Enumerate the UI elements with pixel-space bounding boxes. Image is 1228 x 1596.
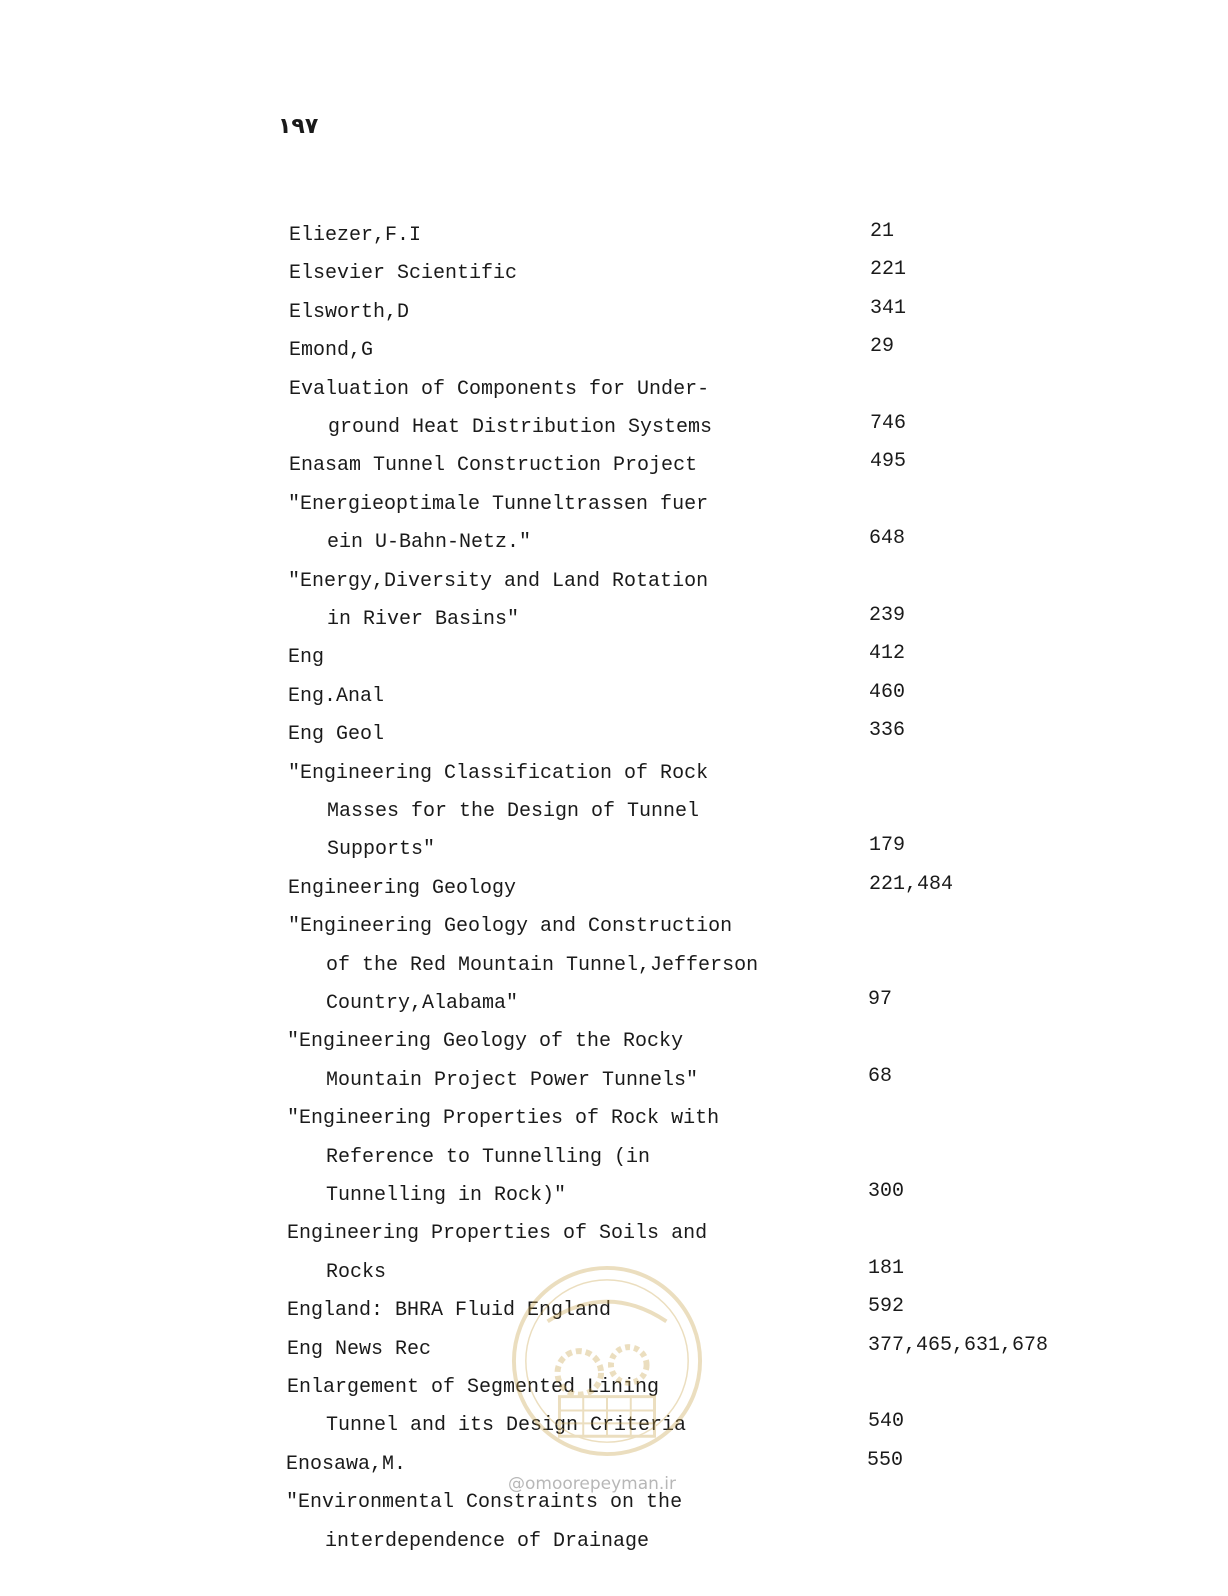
index-term: Evaluation of Components for Under- [289,377,710,401]
index-term: "Engineering Properties of Rock with [287,1107,720,1131]
watermark-logo [508,1262,706,1460]
page-reference: 341 [870,296,907,320]
index-term-continuation: Mountain Project Power Tunnels" [326,1068,699,1092]
page-reference: 239 [869,604,906,627]
page-reference: 300 [868,1180,905,1203]
index-term-continuation: of the Red Mountain Tunnel,Jefferson [326,953,759,977]
index-term: Eng [288,646,325,670]
page-reference: 68 [868,1064,893,1088]
index-term: Eliezer,F.I [289,224,422,247]
index-term-continuation: ein U-Bahn-Netz." [327,531,532,555]
index-term-continuation: Rocks [326,1260,387,1284]
index-term-continuation: Tunnel and its Design Criteria [326,1414,687,1438]
index-term: Eng Geol [288,723,385,747]
page-number: ۱۹۷ [278,114,319,139]
index-term: Eng.Anal [288,684,385,708]
page-reference: 648 [869,527,906,551]
index-term-continuation: interdependence of Drainage [325,1529,650,1553]
index-term: Eng News Rec [287,1337,432,1361]
page-reference: 460 [869,680,906,704]
index-term: Enosawa,M. [286,1452,407,1476]
page-reference: 29 [870,335,895,359]
index-term: "Energy,Diversity and Land Rotation [288,569,709,593]
index-term: "Engineering Classification of Rock [288,761,709,785]
page-reference: 21 [870,220,895,243]
page-reference: 550 [867,1448,904,1472]
index-term: "Environmental Constraints on the [286,1491,683,1515]
page-reference: 495 [870,450,907,474]
index-term: "Energieoptimale Tunneltrassen fuer [288,492,709,516]
page-reference: 746 [870,412,907,435]
page-reference: 97 [868,988,893,1011]
index-term: Engineering Properties of Soils and [287,1222,708,1246]
index-term-continuation: Masses for the Design of Tunnel [327,800,700,823]
watermark-text: @omoorepeyman.ir [508,1474,677,1494]
page-reference: 540 [868,1410,905,1434]
index-term: Enlargement of Segmented Lining [287,1376,660,1399]
page-reference: 181 [868,1256,905,1280]
index-term-continuation: Country,Alabama" [326,992,519,1015]
page-reference: 592 [868,1295,905,1319]
page-reference: 377,465,631,678 [868,1333,1049,1357]
index-term-continuation: ground Heat Distribution Systems [328,416,713,439]
index-term-continuation: Supports" [327,838,436,862]
page-reference: 412 [869,642,906,666]
index-term: Engineering Geology [288,876,517,900]
page-reference: 221 [870,258,907,282]
page-reference: 221,484 [869,872,954,896]
index-term: Elsworth,D [289,300,410,324]
index-term: "Engineering Geology of the Rocky [287,1030,684,1054]
index-term: Elsevier Scientific [289,262,518,286]
index-term: "Engineering Geology and Construction [288,915,733,939]
index-term: Enasam Tunnel Construction Project [289,454,698,478]
page-reference: 336 [869,719,906,743]
index-term-continuation: Tunnelling in Rock)" [326,1184,567,1207]
page-reference: 179 [869,834,906,858]
index-term-continuation: in River Basins" [327,608,520,631]
index-term-continuation: Reference to Tunnelling (in [326,1145,651,1169]
index-term: England: BHRA Fluid England [287,1299,612,1323]
index-term: Emond,G [289,339,374,363]
